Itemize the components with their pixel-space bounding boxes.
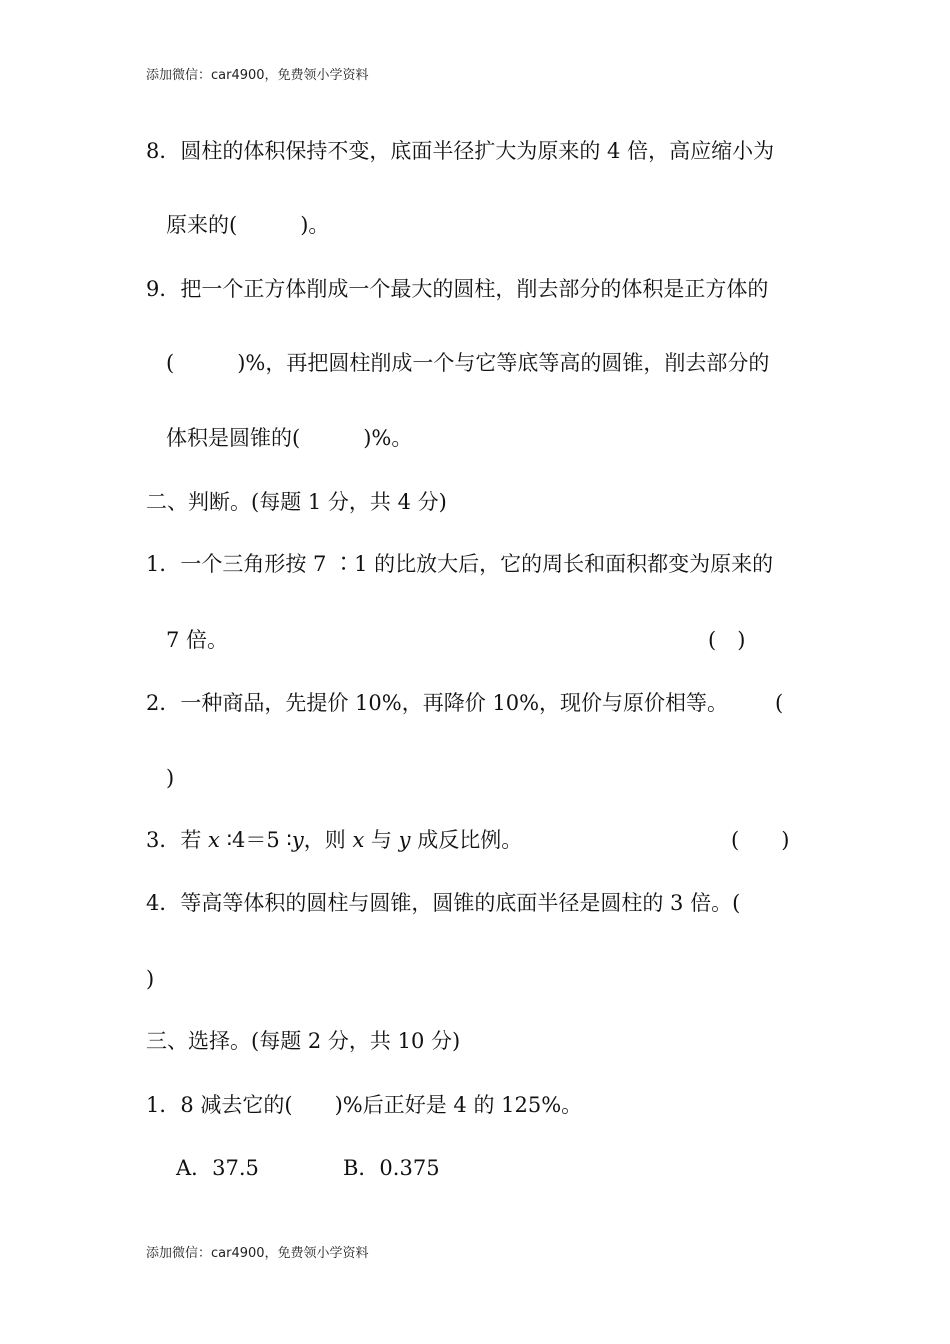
judge-q4-paren-close[interactable]: ) <box>146 967 155 991</box>
judge-q3-post: 成反比例。 <box>410 828 523 852</box>
footer-watermark: 添加微信：car4900，免费领小学资料 <box>146 1246 369 1261</box>
section-choice-heading: 三、选择。(每题 2 分，共 10 分) <box>146 1029 461 1053</box>
judge-q2-paren-open[interactable]: ( <box>775 691 784 715</box>
judge-q2-line1: 2．一种商品，先提价 10%，再降价 10%，现价与原价相等。 <box>146 691 729 715</box>
q8-line1: 8．圆柱的体积保持不变，底面半径扩大为原来的 4 倍，高应缩小为 <box>146 139 775 163</box>
q9-line3: 体积是圆锥的( )%。 <box>166 426 413 450</box>
judge-q1-line2: 7 倍。 <box>166 628 229 652</box>
judge-q3-y2: y <box>398 828 411 852</box>
judge-q3-y1: y <box>291 828 304 852</box>
choice-q1-stem: 1．8 减去它的( )%后正好是 4 的 125%。 <box>146 1093 583 1117</box>
judge-q3-mid1: ∶4＝5 ∶ <box>219 828 292 852</box>
judge-q4-line1: 4．等高等体积的圆柱与圆锥，圆锥的底面半径是圆柱的 3 倍。( <box>146 891 741 915</box>
judge-q3-line <box>146 827 522 853</box>
judge-q2-paren-close[interactable]: ) <box>166 766 175 790</box>
judge-q1-answer-paren[interactable]: ( ) <box>708 628 746 652</box>
q9-line2: ( )%，再把圆柱削成一个与它等底等高的圆锥，削去部分的 <box>166 351 770 375</box>
judge-q3-x2: x <box>352 828 365 852</box>
section-judge-heading: 二、判断。(每题 1 分，共 4 分) <box>146 490 447 514</box>
q8-line2: 原来的( )。 <box>166 213 330 237</box>
judge-q1-line1: 1．一个三角形按 7 ∶1 的比放大后，它的周长和面积都变为原来的 <box>146 552 774 576</box>
q9-line1: 9．把一个正方体削成一个最大的圆柱，削去部分的体积是正方体的 <box>146 277 769 301</box>
judge-q3-x1: x <box>208 828 220 852</box>
header-watermark: 添加微信：car4900，免费领小学资料 <box>146 68 369 83</box>
judge-q3-pre: 3．若 <box>146 828 209 852</box>
choice-q1-option-b[interactable]: B．0.375 <box>343 1156 440 1180</box>
choice-q1-option-a[interactable]: A．37.5 <box>176 1156 259 1180</box>
judge-q3-mid3: 与 <box>364 828 399 852</box>
judge-q3-answer-paren[interactable]: ( ) <box>731 828 790 852</box>
judge-q3-mid2: ，则 <box>303 828 353 852</box>
